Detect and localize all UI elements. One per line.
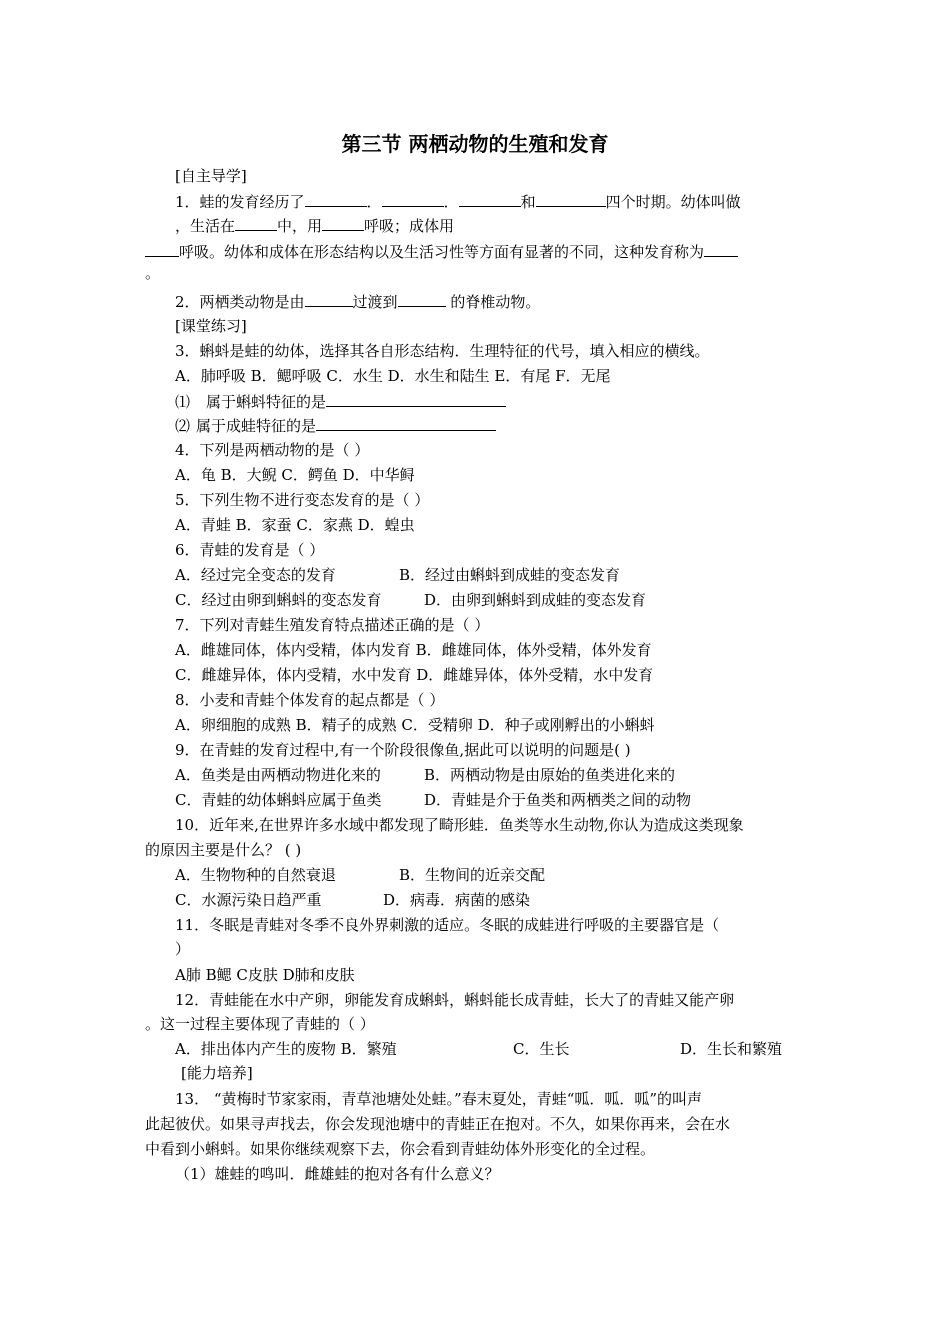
q3-part-2-number: ⑵ (175, 417, 191, 435)
question-6-option-a: A．经过完全变态的发育 (175, 566, 336, 584)
question-12-stem-line-1: 12．青蛙能在水中产卵，卵能发育成蝌蚪，蝌蚪能长成青蛙，长大了的青蛙又能产卵 (175, 991, 735, 1009)
answer-blank[interactable] (316, 414, 496, 431)
answer-blank[interactable] (382, 190, 444, 207)
question-9-option-a: A．鱼类是由两栖动物进化来的 (175, 766, 381, 784)
question-12-option-d: D．生长和繁殖 (680, 1040, 783, 1058)
answer-blank[interactable] (322, 214, 364, 231)
question-13-line-2: 此起彼伏。如果寻声找去，你会发现池塘中的青蛙正在抱对。不久，如果你再来，会在水 (145, 1115, 731, 1133)
question-3-part-1 (175, 390, 506, 413)
q1-text-e: 呼吸；成体用 (364, 217, 455, 235)
question-13-line-1: 13． “黄梅时节家家雨，青草池塘处处蛙。”春末夏处，青蛙“呱．呱．呱”的叫声 (175, 1090, 703, 1108)
question-1-line-1 (175, 190, 741, 213)
q3-part-2-text: 属于成蛙特征的是 (196, 417, 317, 435)
question-10-option-d: D．病毒．病菌的感染 (383, 891, 531, 909)
question-12-option-c: C．生长 (513, 1040, 570, 1058)
question-11-stem-line-1: 11．冬眠是青蛙对冬季不良外界刺激的适应。冬眠的成蛙进行呼吸的主要器官是（ (175, 916, 720, 934)
question-1-line-2 (175, 214, 454, 237)
question-9-option-d: D．青蛙是介于鱼类和两栖类之间的动物 (424, 791, 692, 809)
q1-text-f: 呼吸。幼体和成体在形态结构以及生活习性等方面有显著的不同，这种发育称为 (179, 243, 705, 261)
question-7-options-row-2: C．雌雄异体，体内受精，水中发育 D．雌雄异体，体外受精，水中发育 (175, 666, 654, 684)
question-9-option-b: B．两栖动物是由原始的鱼类进化来的 (424, 766, 676, 784)
q1-text-c: ，生活在 (175, 217, 236, 235)
q1-text-a: 1．蛙的发育经历了 (175, 193, 305, 211)
question-2 (175, 290, 540, 313)
question-7-options-row-1: A．雌雄同体，体内受精，体内发育 B．雌雄同体，体外受精，体外发育 (175, 641, 652, 659)
q1-sep-3: 和 (520, 193, 536, 211)
question-9-stem: 9．在青蛙的发育过程中,有一个阶段很像鱼,据此可以说明的问题是( ) (175, 741, 631, 759)
question-10-stem-line-1: 10．近年来,在世界许多水域中都发现了畸形蛙．鱼类等水生动物,你认为造成这类现象 (175, 816, 744, 834)
question-11-options: A肺 B鳃 C皮肤 D肺和皮肤 (175, 966, 355, 984)
question-10-stem-line-2: 的原因主要是什么？ ( ) (145, 841, 302, 859)
section-class-practice: [课堂练习] (175, 317, 247, 335)
question-5-stem: 5．下列生物不进行变态发育的是（ ） (175, 491, 430, 509)
question-7-stem: 7．下列对青蛙生殖发育特点描述正确的是（ ） (175, 616, 490, 634)
question-1-line-4: 。 (145, 264, 161, 282)
question-5-options: A．青蛙 B．家蚕 C．家燕 D．蝗虫 (175, 516, 415, 534)
question-3-stem: 3．蝌蚪是蛙的幼体，选择其各自形态结构．生理特征的代号，填入相应的横线。 (175, 342, 710, 360)
question-6-option-d: D．由卵到蝌蚪到成蛙的变态发育 (424, 591, 647, 609)
question-10-option-a: A．生物物种的自然衰退 (175, 866, 336, 884)
answer-blank[interactable] (704, 240, 738, 257)
answer-blank[interactable] (305, 190, 367, 207)
question-8-stem: 8．小麦和青蛙个体发育的起点都是（ ） (175, 691, 445, 709)
q2-text-a: 2．两栖类动物是由 (175, 293, 305, 311)
question-12-stem-line-2: 。这一过程主要体现了青蛙的（ ） (145, 1015, 375, 1033)
question-3-part-2 (175, 414, 496, 437)
question-8-options: A．卵细胞的成熟 B．精子的成熟 C．受精卵 D．种子或刚孵出的小蝌蚪 (175, 716, 655, 734)
q2-text-b: 过渡到 (352, 293, 398, 311)
q1-sep-2: ． (443, 193, 459, 211)
question-6-option-c: C．经过由卵到蝌蚪的变态发育 (175, 591, 382, 609)
q1-text-b: 四个时期。幼体叫做 (605, 193, 741, 211)
q3-part-1-number: ⑴ (175, 393, 191, 411)
answer-blank[interactable] (305, 290, 353, 307)
question-11-stem-line-2: ） (175, 940, 191, 958)
section-self-study: [自主导学] (175, 167, 247, 185)
question-13-line-3: 中看到小蝌蚪。如果你继续观察下去，你会看到青蛙幼体外形变化的全过程。 (145, 1140, 656, 1158)
answer-blank[interactable] (459, 190, 521, 207)
question-4-options: A．龟 B．大鲵 C．鳄鱼 D．中华鲟 (175, 466, 415, 484)
answer-blank[interactable] (398, 290, 446, 307)
question-4-stem: 4．下列是两栖动物的是（ ） (175, 441, 370, 459)
question-3-options: A．肺呼吸 B．鳃呼吸 C．水生 D．水生和陆生 E．有尾 F．无尾 (175, 367, 611, 385)
question-13-sub-1: （1）雄蛙的鸣叫．雌雄蛙的抱对各有什么意义？ (175, 1165, 500, 1183)
answer-blank[interactable] (235, 214, 277, 231)
answer-blank[interactable] (536, 190, 606, 207)
answer-blank[interactable] (145, 240, 179, 257)
page-title: 第三节 两栖动物的生殖和发育 (341, 132, 609, 156)
question-9-option-c: C．青蛙的幼体蝌蚪应属于鱼类 (175, 791, 382, 809)
question-1-line-3 (145, 240, 738, 263)
question-10-option-c: C．水源污染日趋严重 (175, 891, 322, 909)
question-6-option-b: B．经过由蝌蚪到成蛙的变态发育 (399, 566, 621, 584)
answer-blank[interactable] (326, 390, 506, 407)
section-ability: [能力培养] (181, 1064, 253, 1082)
question-10-option-b: B．生物间的近亲交配 (399, 866, 546, 884)
q1-sep-1: ． (366, 193, 382, 211)
question-12-option-ab: A．排出体内产生的废物 B．繁殖 (175, 1040, 397, 1058)
q2-text-c: 的脊椎动物。 (445, 293, 541, 311)
question-6-stem: 6．青蛙的发育是（ ） (175, 541, 325, 559)
q3-part-1-text: 属于蝌蚪特征的是 (206, 393, 327, 411)
q1-text-d: 中，用 (277, 217, 323, 235)
